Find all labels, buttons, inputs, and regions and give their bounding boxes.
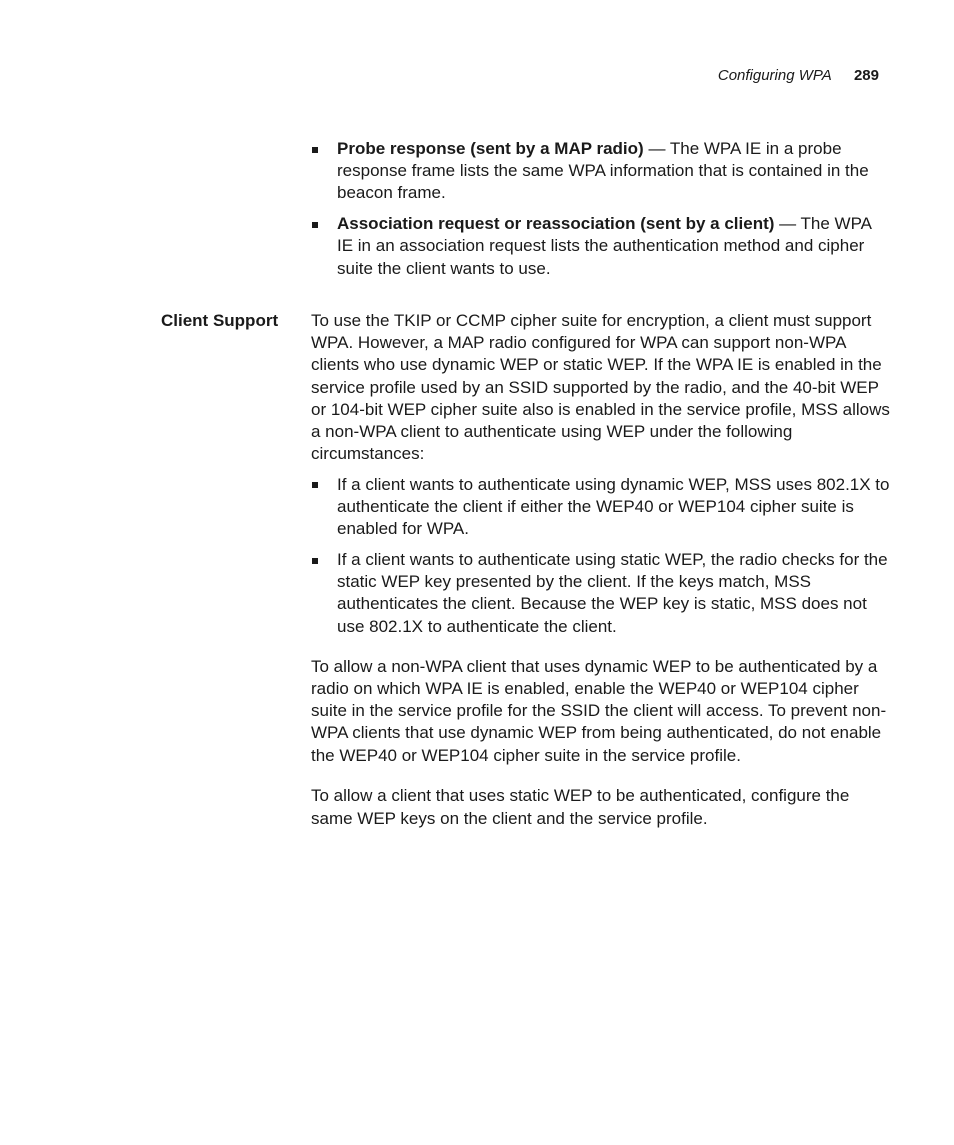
square-bullet-icon bbox=[312, 147, 318, 153]
client-support-intro: To use the TKIP or CCMP cipher suite for encryption, a client must support WPA. However, a MAP radio configured for WPA can support non-WPA clients who use dynamic WEP or static WEP. If the WPA IE is enabled in the service profile used by an SSID supported by the radio, and the 40-bit WEP or 104-bit WEP cipher suite also is enabled in the service profile, MSS allows a non-WPA client to authenticate using WEP under the following circumstances: bbox=[311, 311, 890, 464]
list-item bbox=[311, 138, 891, 205]
list-item bbox=[311, 549, 891, 638]
square-bullet-icon bbox=[312, 482, 318, 488]
dynamic-wep-paragraph: To allow a non-WPA client that uses dynamic WEP to be authenticated by a radio on which WPA IE is enabled, enable the WEP40 or WEP104 cipher suite in the service profile for the SSID the client will access. To prevent non-WPA clients that use dynamic WEP from being authenticated, do not enable the WEP40 or WEP104 cipher suite in the service profile. bbox=[311, 656, 887, 765]
bullet-term: Probe response (sent by a MAP radio) bbox=[337, 139, 644, 158]
page-number: 289 bbox=[853, 67, 879, 84]
top-bullet-list-container bbox=[311, 138, 891, 288]
circumstances-list bbox=[311, 474, 891, 638]
bullet-text: — The WPA IE in a probe response frame lists the same WPA information that is contained in the beacon frame. bbox=[337, 139, 869, 203]
bullet-text: If a client wants to authenticate using dynamic WEP, MSS uses 802.1X to authenticate the client if either the WEP40 or WEP104 cipher suite is enabled for WPA. bbox=[337, 474, 890, 539]
static-wep-paragraph: To allow a client that uses static WEP to be authenticated, configure the same WEP keys on the client and the service profile. bbox=[311, 786, 850, 828]
list-item bbox=[311, 474, 891, 541]
top-bullet-list bbox=[311, 138, 891, 280]
bullet-term: Association request or reassociation (sent by a client) bbox=[337, 214, 775, 234]
square-bullet-icon bbox=[312, 558, 318, 564]
square-bullet-icon bbox=[312, 222, 318, 228]
client-support-heading: Client Support bbox=[161, 311, 279, 330]
running-header bbox=[718, 66, 879, 86]
client-support-body bbox=[311, 310, 891, 830]
bullet-text: — The WPA IE in an association request lists the authentication method and cipher suite the client wants to use. bbox=[337, 214, 872, 278]
header-section-title: Configuring WPA bbox=[717, 67, 832, 84]
list-item bbox=[311, 213, 891, 280]
bullet-text: If a client wants to authenticate using static WEP, the radio checks for the static WEP key presented by the client. If the keys match, MSS authenticates the client. Because the WEP key is static, MSS does not use 802.1X to authenticate the client. bbox=[337, 550, 888, 636]
